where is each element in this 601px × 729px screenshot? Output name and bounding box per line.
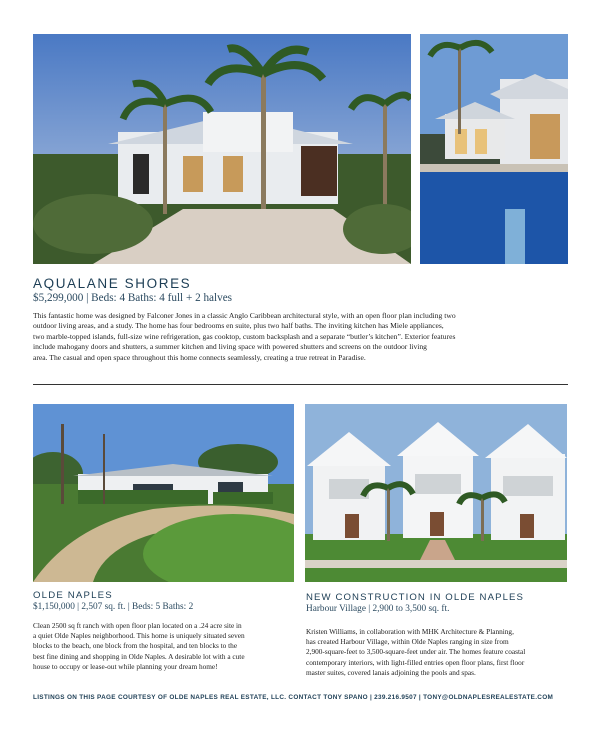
new-construction-title: NEW CONSTRUCTION IN OLDE NAPLES [306, 592, 525, 603]
olde-naples-description-line: house to occupy or lease-out while planning your dream home! [33, 661, 218, 671]
new-construction-description-line: has created Harbour Village, within Olde Naples ranging in size from [306, 637, 509, 647]
olde-naples-description-line: Clean 2500 sq ft ranch with open floor plan located on a .24 acre site in [33, 621, 242, 630]
olde-naples-description [33, 621, 295, 672]
olde-naples-description-line: best fine dining and shopping in Olde Naples. A desirable lot with a cute [33, 651, 245, 661]
aqualane-front-photo [33, 34, 411, 264]
olde-naples-description-line: a quiet Olde Naples neighborhood. This home is uniquely situated seven [33, 631, 245, 641]
aqualane-title: AQUALANE SHORES [33, 276, 192, 291]
listing-credit-footer: LISTINGS ON THIS PAGE COURTESY OF OLDE NAPLES REAL ESTATE, LLC. CONTACT TONY SPANO | 239.216.9507 | TONY@OLDNAPLESREALESTATE.COM [33, 694, 554, 701]
olde-naples-price-details: $1,150,000 | 2,507 sq. ft. | Beds: 5 Baths: 2 [33, 602, 194, 612]
olde-naples-photo [33, 404, 294, 582]
new-construction-description-line: 2,900-square-feet to 3,500-square-feet under air. The homes feature coastal [306, 647, 526, 657]
aqualane-description-line: area. The casual and open space throughout this home connects seamlessly, creating a true retreat in Paradise. [33, 352, 366, 362]
new-construction-description [306, 627, 568, 678]
new-construction-subtitle: Harbour Village | 2,900 to 3,500 sq. ft. [306, 604, 450, 614]
aqualane-description-line: two marble-topped islands, full-size wine refrigeration, gas cooktop, custom backsplash and a separate “butler’s kitchen”. Exterior features [33, 331, 456, 341]
aqualane-pool-photo [420, 34, 568, 264]
aqualane-price-beds-baths: $5,299,000 | Beds: 4 Baths: 4 full + 2 halves [33, 292, 233, 304]
aqualane-description-line: outdoor living areas, and a study. The home has four bedrooms en suite, plus two half baths. The inviting kitchen has Miele appliances, [33, 321, 444, 331]
harbour-village-photo [305, 404, 567, 582]
aqualane-description [33, 311, 568, 363]
aqualane-description-line: This fantastic home was designed by Falconer Jones in a classic Anglo Caribbean architectural style, with an open floor plan including two [33, 311, 456, 320]
olde-naples-description-line: blocks to the beach, one block from the hospital, and ten blocks to the [33, 641, 238, 651]
aqualane-description-line: include mahogany doors and shutters, a summer kitchen and living space with powered shutters and screens on the outdoor living [33, 342, 427, 352]
olde-naples-title: OLDE NAPLES [33, 590, 113, 601]
new-construction-description-line: contemporary interiors, with light-filled entries open floor plans, first floor [306, 657, 525, 667]
new-construction-description-line: master suites, covered lanais adjoining the pools and spas. [306, 667, 476, 677]
new-construction-description-line: Kristen Williams, in collaboration with MHK Architecture & Planning, [306, 627, 514, 636]
section-divider [33, 384, 568, 385]
